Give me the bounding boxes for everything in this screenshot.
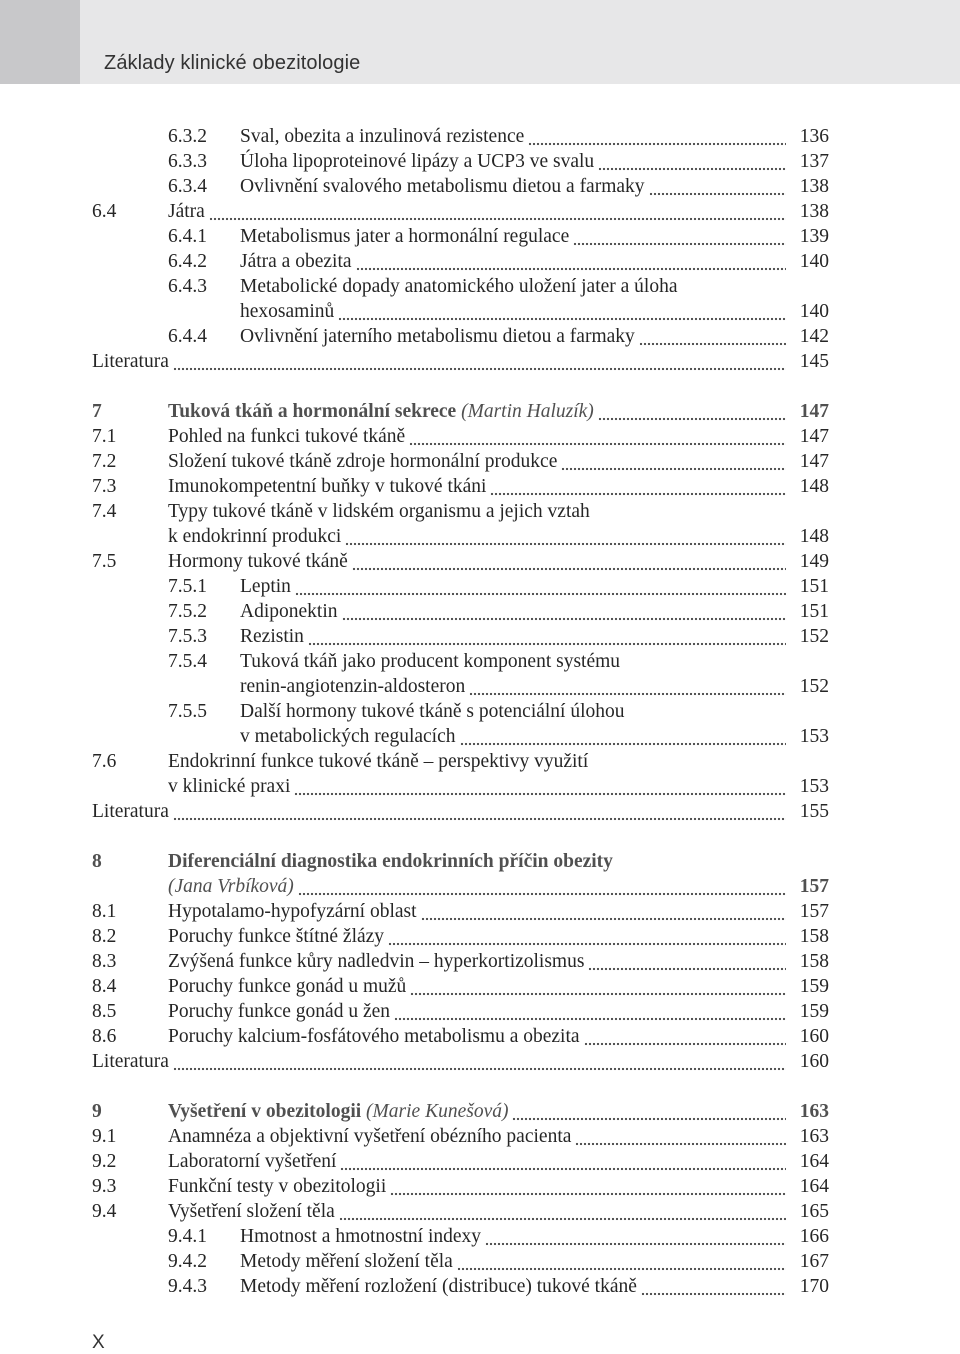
- dot-leader: [356, 249, 786, 274]
- toc-number: 9.2: [92, 1151, 117, 1172]
- dot-leader: [394, 999, 786, 1024]
- toc-title: Poruchy funkce štítné žlázy: [168, 926, 385, 947]
- toc-entry: [0, 174, 960, 199]
- toc-number: 9.1: [92, 1126, 117, 1147]
- dot-leader: [457, 1249, 786, 1274]
- toc-number: 7.5.2: [168, 601, 207, 622]
- dot-leader: [490, 474, 786, 499]
- toc-entry: [0, 1224, 960, 1249]
- dot-leader: [639, 324, 786, 349]
- toc-entry: [0, 749, 960, 774]
- dot-leader: [352, 549, 786, 574]
- toc-entry: [0, 1024, 960, 1049]
- toc-number: 8.6: [92, 1026, 117, 1047]
- toc-author: (Martin Haluzík): [461, 401, 594, 422]
- toc-page-number: 149: [799, 551, 829, 572]
- header-block: [0, 0, 80, 84]
- toc-title: Literatura: [92, 351, 169, 372]
- toc-entry: [0, 949, 960, 974]
- toc-page-number: 155: [799, 801, 829, 822]
- toc-page-number: 142: [799, 326, 829, 347]
- toc-title-continuation: v klinické praxi: [168, 776, 291, 797]
- toc-page-number: 148: [799, 526, 829, 547]
- dot-leader: [485, 1224, 786, 1249]
- toc-number: 7.5.4: [168, 651, 207, 672]
- toc-entry: [0, 624, 960, 649]
- dot-leader: [573, 224, 786, 249]
- toc-number: 9.4.2: [168, 1251, 207, 1272]
- toc-title: Literatura: [92, 801, 169, 822]
- toc-entry: [0, 124, 960, 149]
- toc-page-number: 164: [799, 1176, 829, 1197]
- toc-page-number: 159: [799, 1001, 829, 1022]
- toc-title: Metabolismus jater a hormonální regulace: [240, 226, 570, 247]
- toc-number: 6.4.2: [168, 251, 207, 272]
- toc-title: Adiponektin: [240, 601, 338, 622]
- toc-title: Hormony tukové tkáně: [168, 551, 348, 572]
- dot-leader: [561, 449, 786, 474]
- toc-entry: [0, 599, 960, 624]
- toc-entry: [0, 974, 960, 999]
- toc-title: Játra: [168, 201, 205, 222]
- toc-page-number: 140: [799, 301, 829, 322]
- toc-title: Zvýšená funkce kůry nadledvin – hyperkortizolismus: [168, 951, 585, 972]
- toc-title: Vyšetření složení těla: [168, 1201, 335, 1222]
- toc-page-number: 165: [799, 1201, 829, 1222]
- toc-page-number: 160: [799, 1051, 829, 1072]
- dot-leader: [173, 799, 786, 824]
- toc-number: 7.5.1: [168, 576, 207, 597]
- toc-title: Vyšetření v obezitologii: [168, 1101, 362, 1122]
- toc-title-continuation: v metabolických regulacích: [240, 726, 456, 747]
- dot-leader: [388, 924, 786, 949]
- toc-page-number: 147: [799, 451, 829, 472]
- toc-page-number: 159: [799, 976, 829, 997]
- toc-entry: [0, 674, 960, 699]
- dot-leader: [342, 599, 787, 624]
- toc-entry: [0, 1274, 960, 1299]
- dot-leader: [575, 1124, 786, 1149]
- dot-leader: [649, 174, 786, 199]
- toc-title: Rezistin: [240, 626, 304, 647]
- toc-title: Endokrinní funkce tukové tkáně – perspektivy využití: [168, 751, 589, 772]
- toc-entry: [0, 399, 960, 424]
- toc-page-number: 148: [799, 476, 829, 497]
- toc-title: Anamnéza a objektivní vyšetření obézního pacienta: [168, 1126, 572, 1147]
- toc-number: 8: [92, 851, 102, 872]
- toc-page-number: 157: [799, 876, 829, 897]
- toc-title-continuation: renin-angiotenzin-aldosteron: [240, 676, 466, 697]
- dot-leader: [469, 674, 786, 699]
- toc-page-number: 152: [799, 626, 829, 647]
- toc-page-number: 153: [799, 776, 829, 797]
- toc-entry: [0, 1049, 960, 1074]
- dot-leader: [294, 774, 786, 799]
- toc-page-number: 158: [799, 926, 829, 947]
- dot-leader: [339, 1199, 786, 1224]
- dot-leader: [460, 724, 787, 749]
- toc-title: Další hormony tukové tkáně s potenciální úlohou: [240, 701, 625, 722]
- toc-title: Ovlivnění svalového metabolismu dietou a farmaky: [240, 176, 645, 197]
- toc-number: 7.2: [92, 451, 117, 472]
- toc-title: Leptin: [240, 576, 291, 597]
- toc-number: 8.2: [92, 926, 117, 947]
- toc-number: 7: [92, 401, 102, 422]
- toc-number: 6.3.3: [168, 151, 207, 172]
- toc-page-number: 147: [799, 426, 829, 447]
- toc-number: 6.4: [92, 201, 117, 222]
- dot-leader: [528, 124, 786, 149]
- toc-number: 7.5.3: [168, 626, 207, 647]
- toc-entry: [0, 199, 960, 224]
- toc-entry: [0, 149, 960, 174]
- toc-number: 9.3: [92, 1176, 117, 1197]
- toc-title: Imunokompetentní buňky v tukové tkáni: [168, 476, 487, 497]
- toc-title: Poruchy funkce gonád u žen: [168, 1001, 391, 1022]
- toc-title: Diferenciální diagnostika endokrinních příčin obezity: [168, 851, 613, 872]
- dot-leader: [298, 874, 786, 899]
- toc-page-number: 164: [799, 1151, 829, 1172]
- toc-title: Úloha lipoproteinové lipázy a UCP3 ve svalu: [240, 151, 595, 172]
- dot-leader: [295, 574, 786, 599]
- toc-number: 8.3: [92, 951, 117, 972]
- toc-page-number: 145: [799, 351, 829, 372]
- toc-entry: [0, 924, 960, 949]
- toc-title: Metody měření složení těla: [240, 1251, 453, 1272]
- toc-entry: [0, 424, 960, 449]
- toc-title: Pohled na funkci tukové tkáně: [168, 426, 406, 447]
- toc-title: Sval, obezita a inzulinová rezistence: [240, 126, 525, 147]
- toc-entry: [0, 574, 960, 599]
- toc-entry: [0, 499, 960, 524]
- toc-page-number: 153: [799, 726, 829, 747]
- toc-entry: [0, 524, 960, 549]
- toc-entry: [0, 774, 960, 799]
- toc-number: 7.4: [92, 501, 117, 522]
- toc-title-continuation: k endokrinní produkci: [168, 526, 342, 547]
- toc-entry: [0, 224, 960, 249]
- toc-title: Poruchy kalcium-fosfátového metabolismu a obezita: [168, 1026, 580, 1047]
- toc-entry: [0, 449, 960, 474]
- toc-title: Játra a obezita: [240, 251, 352, 272]
- toc-entry: [0, 899, 960, 924]
- toc-title: Metody měření rozložení (distribuce) tukové tkáně: [240, 1276, 637, 1297]
- toc-page-number: 140: [799, 251, 829, 272]
- toc-title: Literatura: [92, 1051, 169, 1072]
- dot-leader: [512, 1099, 786, 1124]
- running-title: Základy klinické obezitologie: [104, 52, 361, 74]
- dot-leader: [598, 149, 786, 174]
- toc-number: 7.5.5: [168, 701, 207, 722]
- dot-leader: [209, 199, 786, 224]
- toc-page-number: 166: [799, 1226, 829, 1247]
- dot-leader: [421, 899, 786, 924]
- dot-leader: [338, 299, 786, 324]
- toc-author: (Jana Vrbíková): [168, 876, 294, 897]
- dot-leader: [340, 1149, 786, 1174]
- toc-entry: [0, 349, 960, 374]
- toc-author: (Marie Kunešová): [366, 1101, 509, 1122]
- dot-leader: [173, 349, 786, 374]
- toc-page-number: 163: [799, 1126, 829, 1147]
- toc-title: Ovlivnění jaterního metabolismu dietou a farmaky: [240, 326, 635, 347]
- toc-page-number: 138: [799, 201, 829, 222]
- toc-number: 7.5: [92, 551, 117, 572]
- toc-entry: [0, 699, 960, 724]
- toc-number: 6.4.4: [168, 326, 207, 347]
- toc-entry: [0, 874, 960, 899]
- toc-title: Složení tukové tkáně zdroje hormonální produkce: [168, 451, 558, 472]
- toc-title: Metabolické dopady anatomického uložení jater a úloha: [240, 276, 678, 297]
- toc-number: 9.4.1: [168, 1226, 207, 1247]
- toc-entry: [0, 1124, 960, 1149]
- toc-page-number: 138: [799, 176, 829, 197]
- toc-title: Typy tukové tkáně v lidském organismu a jejich vztah: [168, 501, 590, 522]
- toc-page-number: 170: [799, 1276, 829, 1297]
- dot-leader: [410, 974, 786, 999]
- toc-title: Laboratorní vyšetření: [168, 1151, 337, 1172]
- table-of-contents: [0, 124, 960, 1299]
- toc-number: 7.3: [92, 476, 117, 497]
- toc-page-number: 152: [799, 676, 829, 697]
- toc-entry: [0, 1199, 960, 1224]
- toc-title: Tuková tkáň jako producent komponent systému: [240, 651, 621, 672]
- toc-entry: [0, 1099, 960, 1124]
- toc-number: 7.6: [92, 751, 117, 772]
- toc-page-number: 137: [799, 151, 829, 172]
- toc-number: 6.4.3: [168, 276, 207, 297]
- dot-leader: [598, 399, 786, 424]
- toc-page-number: 157: [799, 901, 829, 922]
- toc-page-number: 147: [799, 401, 829, 422]
- toc-number: 9.4.3: [168, 1276, 207, 1297]
- toc-entry: [0, 274, 960, 299]
- dot-leader: [173, 1049, 786, 1074]
- toc-entry: [0, 249, 960, 274]
- toc-number: 6.3.4: [168, 176, 207, 197]
- toc-page-number: 139: [799, 226, 829, 247]
- toc-page-number: 163: [799, 1101, 829, 1122]
- dot-leader: [584, 1024, 786, 1049]
- toc-number: 8.4: [92, 976, 117, 997]
- dot-leader: [409, 424, 786, 449]
- toc-title: Funkční testy v obezitologii: [168, 1176, 387, 1197]
- toc-entry: [0, 649, 960, 674]
- dot-leader: [641, 1274, 786, 1299]
- toc-number: 6.4.1: [168, 226, 207, 247]
- toc-number: 9.4: [92, 1201, 117, 1222]
- toc-title: Tuková tkáň a hormonální sekrece: [168, 401, 457, 422]
- toc-title-continuation: hexosaminů: [240, 301, 335, 322]
- toc-page-number: 151: [799, 576, 829, 597]
- dot-leader: [345, 524, 786, 549]
- toc-entry: [0, 324, 960, 349]
- toc-title: Poruchy funkce gonád u mužů: [168, 976, 407, 997]
- toc-entry: [0, 474, 960, 499]
- toc-entry: [0, 549, 960, 574]
- toc-entry: [0, 849, 960, 874]
- toc-number: 8.1: [92, 901, 117, 922]
- toc-entry: [0, 999, 960, 1024]
- dot-leader: [588, 949, 786, 974]
- toc-title: Hypotalamo-hypofyzární oblast: [168, 901, 417, 922]
- toc-number: 8.5: [92, 1001, 117, 1022]
- dot-leader: [390, 1174, 786, 1199]
- toc-number: 7.1: [92, 426, 117, 447]
- toc-page-number: 160: [799, 1026, 829, 1047]
- toc-number: 9: [92, 1101, 102, 1122]
- toc-entry: [0, 724, 960, 749]
- dot-leader: [308, 624, 786, 649]
- toc-entry: [0, 799, 960, 824]
- toc-page-number: 167: [799, 1251, 829, 1272]
- toc-entry: [0, 1149, 960, 1174]
- toc-page-number: 136: [799, 126, 829, 147]
- toc-number: 6.3.2: [168, 126, 207, 147]
- toc-entry: [0, 1174, 960, 1199]
- toc-page-number: 151: [799, 601, 829, 622]
- toc-page-number: 158: [799, 951, 829, 972]
- toc-entry: [0, 299, 960, 324]
- toc-title: Hmotnost a hmotnostní indexy: [240, 1226, 482, 1247]
- page-number: X: [92, 1332, 105, 1353]
- toc-entry: [0, 1249, 960, 1274]
